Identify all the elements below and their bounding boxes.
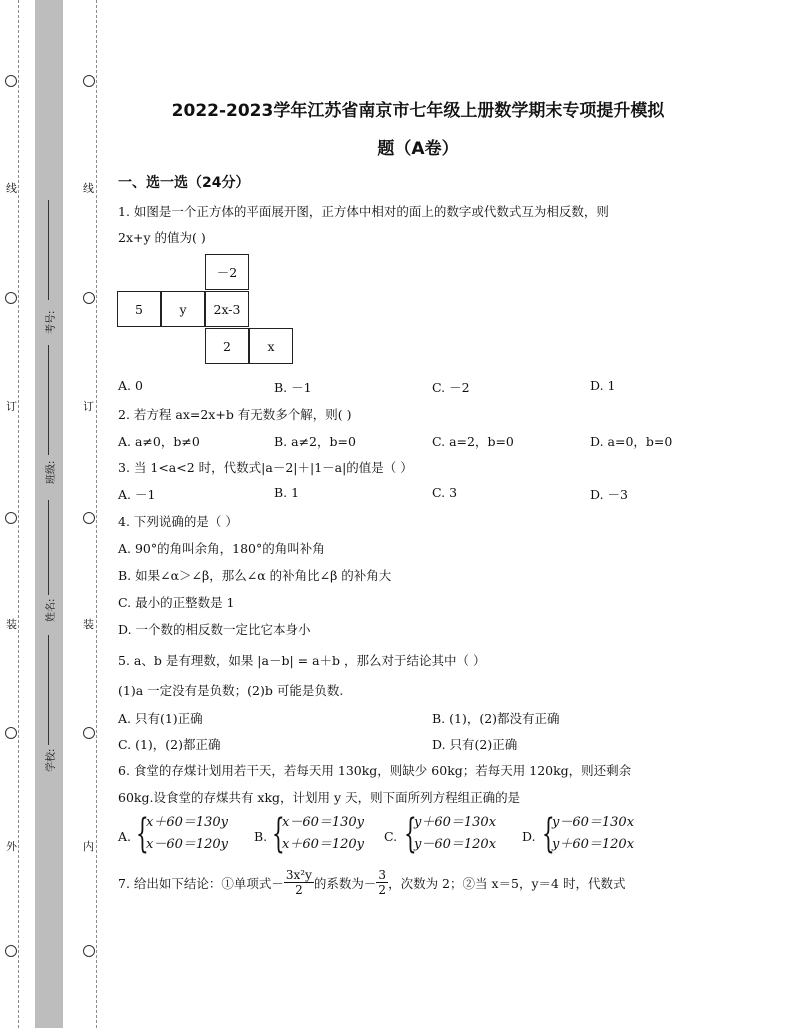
q7-prefix: 7. 给出如下结论：①单项式－: [118, 875, 284, 891]
net-cell: 2x-3: [205, 291, 249, 327]
q5-option-d[interactable]: D. 只有(2)正确: [432, 737, 518, 752]
binding-hole-marker: [5, 75, 17, 87]
gutter-char-ding-right: 订: [83, 400, 94, 413]
gutter-char-xian-right: 线: [83, 182, 94, 195]
q2-option-d[interactable]: D. a=0，b=0: [590, 434, 673, 449]
field-line-exam-number[interactable]: [48, 200, 49, 300]
q1-option-b[interactable]: B. －1: [274, 380, 312, 395]
q7-fraction-monomial: [284, 868, 314, 897]
equation-line: y－60＝130x: [552, 815, 635, 830]
binding-hole-marker: [83, 512, 95, 524]
q2-option-a[interactable]: A. a≠0，b≠0: [118, 434, 200, 449]
equation-line: x＋60＝120y: [282, 837, 365, 852]
q4-option-d[interactable]: D. 一个数的相反数一定比它本身小: [118, 622, 311, 637]
net-cell: x: [249, 328, 293, 364]
binding-hole-marker: [5, 512, 17, 524]
field-line-school[interactable]: [48, 635, 49, 745]
q6-option-c-label[interactable]: C.: [384, 829, 398, 844]
q2-option-c[interactable]: C. a=2，b=0: [432, 434, 514, 449]
equation-line: y＋60＝130x: [414, 815, 497, 830]
binding-hole-marker: [83, 292, 95, 304]
q1-option-d[interactable]: D. 1: [590, 378, 616, 393]
brace-glyph: {: [272, 811, 285, 857]
gutter-dashed-line-left: [18, 0, 19, 1028]
net-cell: －2: [205, 254, 249, 290]
equation-line: y－60＝120x: [414, 837, 497, 852]
net-cell: 5: [117, 291, 161, 327]
binding-hole-marker: [83, 727, 95, 739]
gutter-char-zhuang-right: 装: [83, 618, 94, 631]
field-label-class: 班级:: [46, 460, 57, 484]
page-title-line2: 题（A卷）: [377, 139, 459, 159]
brace-glyph: {: [136, 811, 149, 857]
field-label-name: 姓名:: [46, 598, 57, 622]
q6-option-b-label[interactable]: B.: [254, 829, 268, 844]
fraction-numerator: 3x²y: [285, 868, 312, 882]
question-5-subtext: (1)a 一定没有是负数；(2)b 可能是负数.: [118, 683, 344, 698]
section-heading: 一、选一选（24分）: [118, 175, 250, 191]
question-3-text: 3. 当 1<a<2 时，代数式|a－2|＋|1－a|的值是（ ）: [118, 460, 413, 475]
q7-mid: 的系数为－: [313, 875, 377, 891]
question-6-text: 6. 食堂的存煤计划用若干天，若每天用 130kg，则缺少 60kg；若每天用 120kg，则还剩余: [118, 763, 632, 778]
gutter-char-wai: 外: [6, 840, 17, 853]
equation-line: x－60＝130y: [282, 815, 365, 830]
gutter-dashed-line-right: [96, 0, 97, 1028]
question-6-text-cont: 60kg.设食堂的存煤共有 xkg，计划用 y 天，则下面所列方程组正确的是: [118, 790, 521, 805]
field-label-school: 学校:: [46, 748, 57, 772]
field-line-name[interactable]: [48, 500, 49, 595]
q4-option-b[interactable]: B. 如果∠α＞∠β，那么∠α 的补角比∠β 的补角大: [118, 568, 392, 583]
q3-option-d[interactable]: D. －3: [590, 487, 628, 502]
q6-option-a-label[interactable]: A.: [118, 829, 132, 844]
binding-bar: [35, 0, 63, 1028]
q5-option-a[interactable]: A. 只有(1)正确: [118, 711, 203, 726]
q7-suffix: ，次数为 2；②当 x＝5，y＝4 时，代数式: [388, 875, 626, 891]
equation-line: x－60＝120y: [146, 837, 229, 852]
equation-line: x＋60＝130y: [146, 815, 229, 830]
field-label-exam-number: 考号:: [46, 310, 57, 334]
q2-option-b[interactable]: B. a≠2，b=0: [274, 434, 356, 449]
question-7-text: [118, 868, 625, 897]
brace-glyph: {: [404, 811, 417, 857]
question-5-text: 5. a、b 是有理数，如果 |a－b| = a＋b ，那么对于结论其中（ ）: [118, 653, 486, 668]
q7-fraction-coefficient: [376, 868, 388, 897]
binding-hole-marker: [5, 292, 17, 304]
q4-option-a[interactable]: A. 90°的角叫余角，180°的角叫补角: [118, 541, 325, 556]
binding-hole-marker: [5, 727, 17, 739]
q6-option-d-label[interactable]: D.: [522, 829, 536, 844]
fraction-numerator: 3: [378, 868, 387, 882]
q5-option-c[interactable]: C. (1)，(2)都正确: [118, 737, 221, 752]
gutter-char-xian-left: 线: [6, 182, 17, 195]
q4-option-c[interactable]: C. 最小的正整数是 1: [118, 595, 235, 610]
gutter-char-ding-left: 订: [6, 400, 17, 413]
q1-option-c[interactable]: C. －2: [432, 380, 470, 395]
q3-option-c[interactable]: C. 3: [432, 485, 458, 500]
net-cell: y: [161, 291, 205, 327]
gutter-char-zhuang-left: 装: [6, 618, 17, 631]
equation-line: y＋60＝120x: [552, 837, 635, 852]
q3-option-b[interactable]: B. 1: [274, 485, 300, 500]
question-2-text: 2. 若方程 ax=2x+b 有无数多个解，则( ): [118, 407, 352, 422]
binding-hole-marker: [5, 945, 17, 957]
gutter-char-nei: 内: [83, 840, 94, 853]
q5-option-b[interactable]: B. (1)，(2)都没有正确: [432, 711, 560, 726]
fraction-denominator: 2: [378, 883, 387, 897]
fraction-denominator: 2: [295, 883, 303, 897]
question-4-text: 4. 下列说确的是（ ）: [118, 514, 238, 529]
net-cell: 2: [205, 328, 249, 364]
field-line-class[interactable]: [48, 345, 49, 455]
binding-hole-marker: [83, 75, 95, 87]
binding-hole-marker: [83, 945, 95, 957]
page-title-line1: 2022-2023学年江苏省南京市七年级上册数学期末专项提升模拟: [171, 101, 665, 121]
brace-glyph: {: [542, 811, 555, 857]
q3-option-a[interactable]: A. －1: [118, 487, 156, 502]
q1-option-a[interactable]: A. 0: [118, 378, 143, 393]
question-1-text: 1. 如图是一个正方体的平面展开图，正方体中相对的面上的数字或代数式互为相反数，则: [118, 204, 609, 219]
question-1-text-cont: 2x+y 的值为( ): [118, 230, 206, 245]
